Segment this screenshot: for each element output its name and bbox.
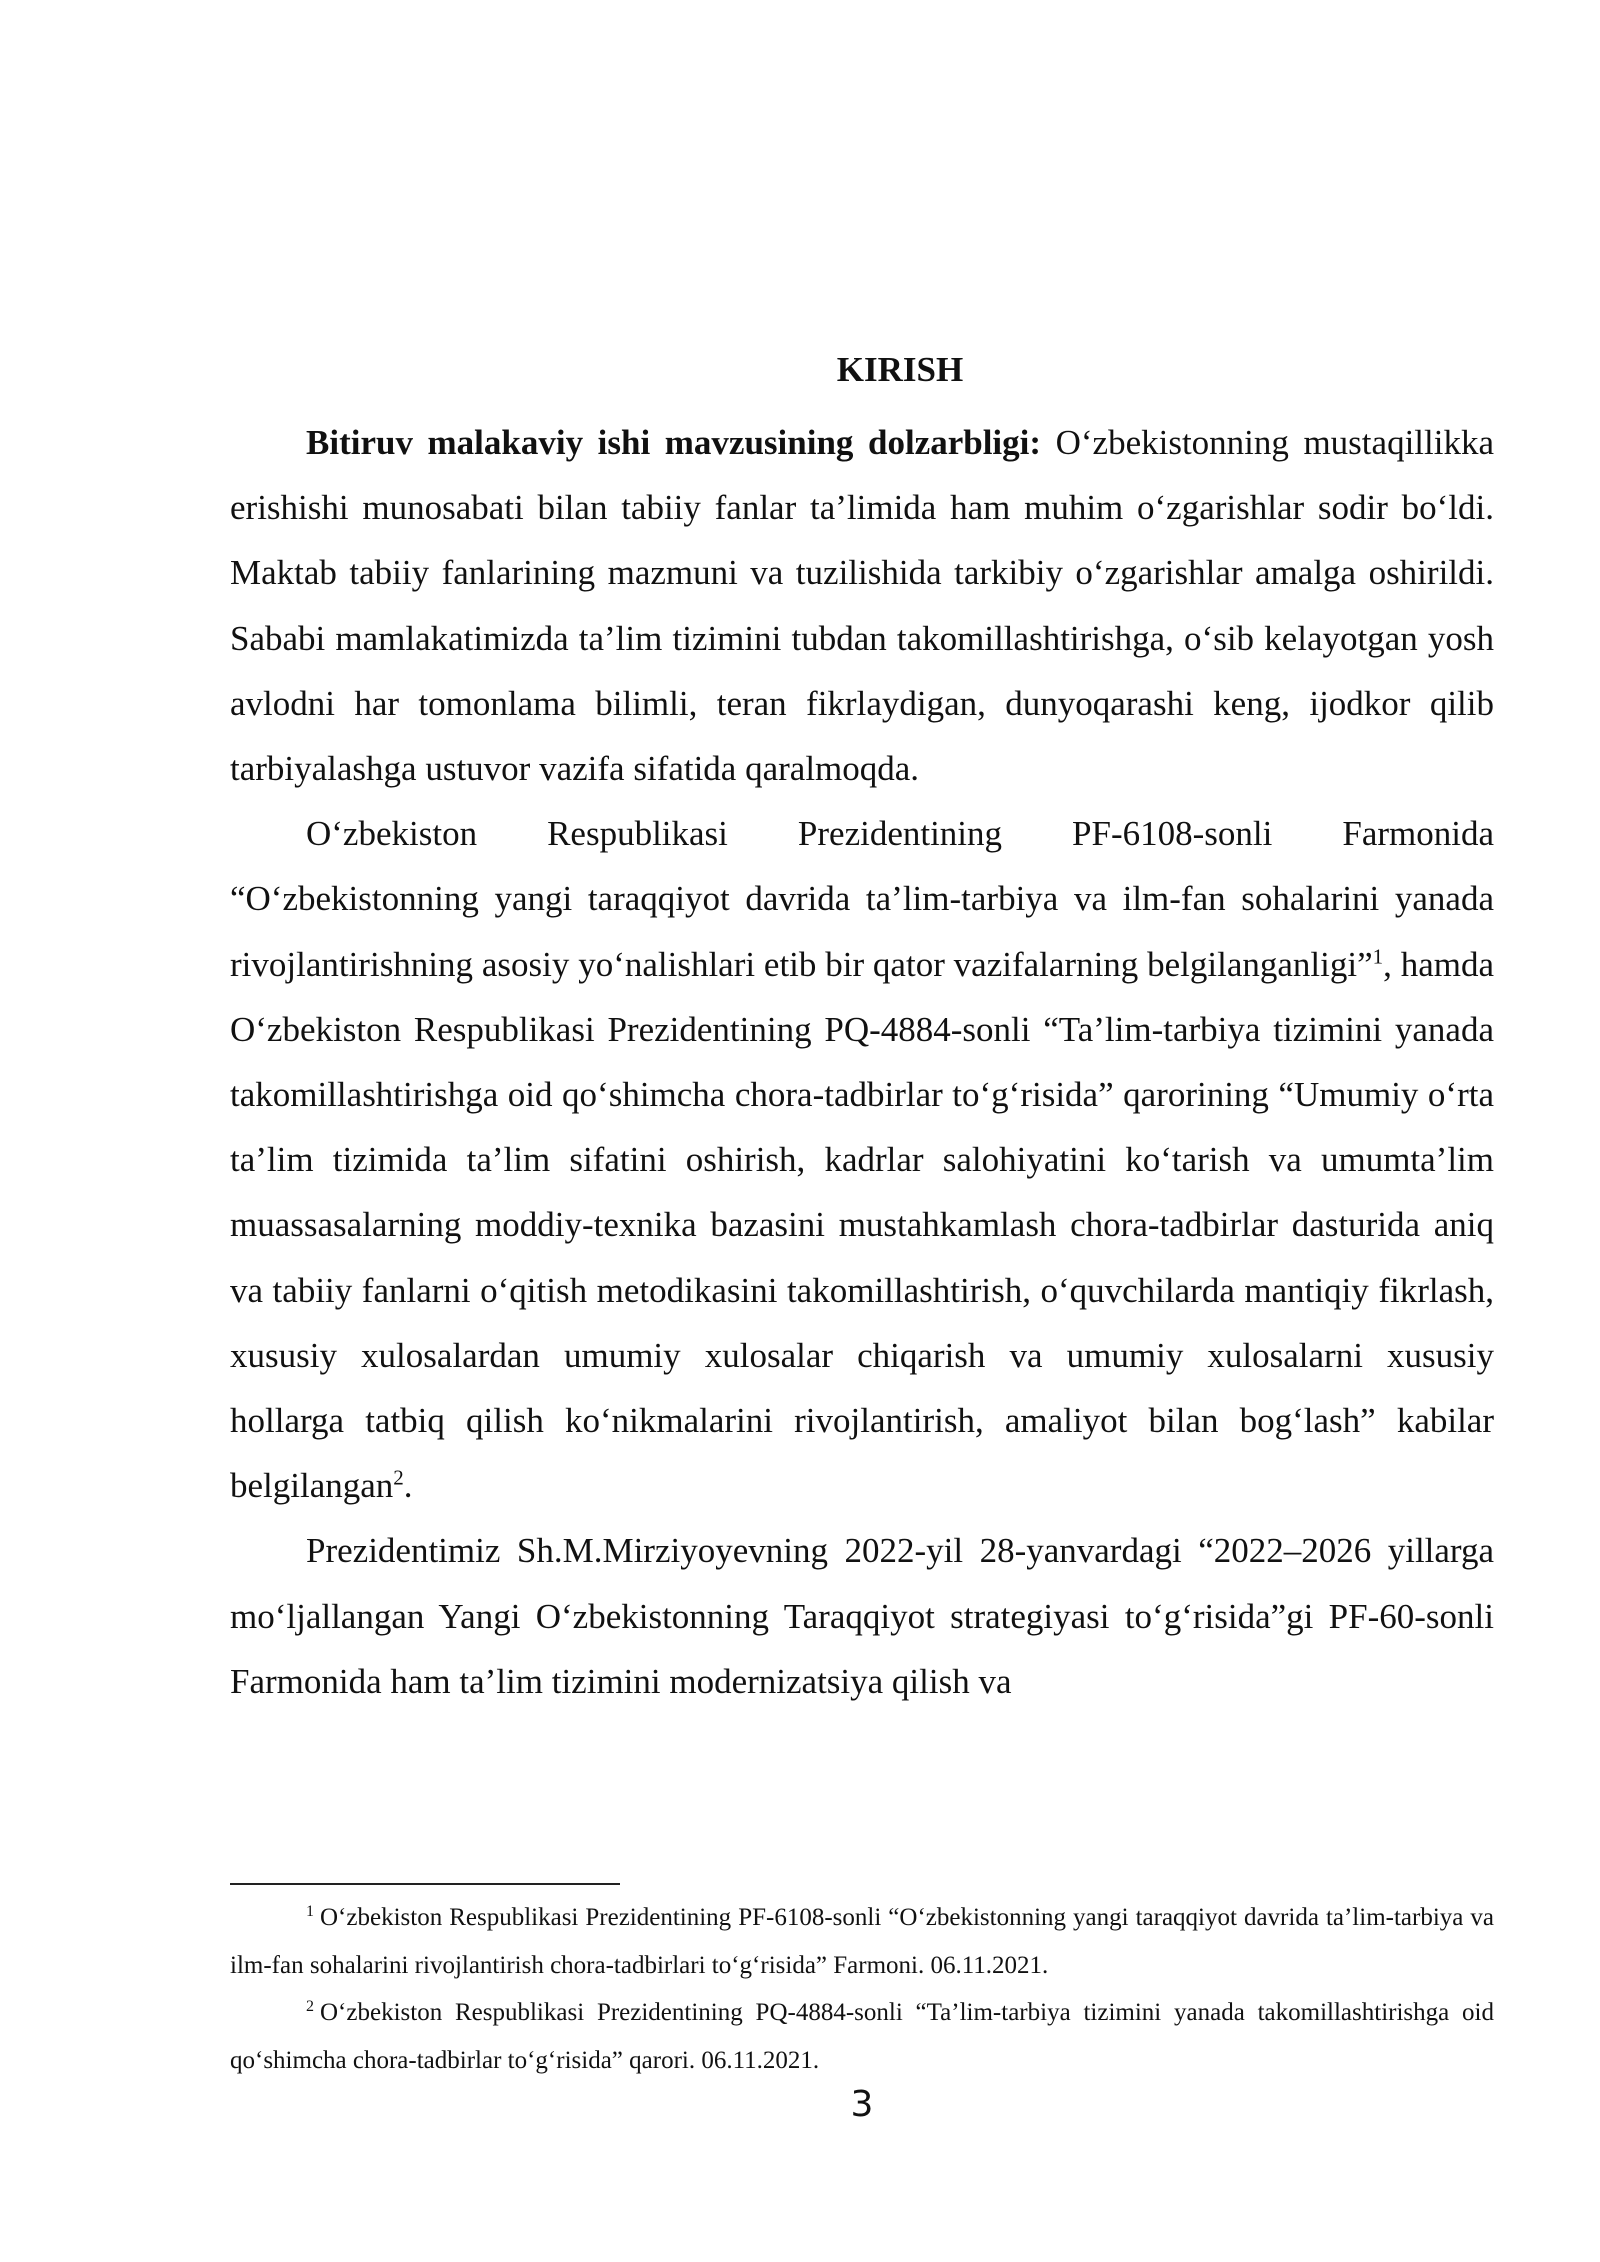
footnote-text: O‘zbekiston Respublikasi Prezidentining PQ-4884-sonli “Ta’lim-tarbiya tizimini yanada takomillashtirishga oid qo‘shimcha chora-tadbirlar to‘g‘risida” qarori. 06.11.2021. <box>230 1999 1494 2074</box>
page-title: KIRISH <box>836 350 964 389</box>
paragraph-text: . <box>403 1466 413 1506</box>
page-number: 3 <box>850 2084 874 2125</box>
footnote-number: 1 <box>306 1902 314 1920</box>
paragraph-text: , hamda O‘zbekiston Respublikasi Prezidentining PQ-4884-sonli “Ta’lim-tarbiya tizimini yanada takomillashtirishga oid qo‘shimcha chora-tadbirlar to‘g‘risida” qarorining “Umumiy o‘rta ta’lim tizimida ta’lim sifatini oshirish, kadrlar salohiyatini ko‘tarish va umumta’lim muassasalarning moddiy-texnika bazasini mustahkamlash chora-tadbirlar dasturida aniq va tabiiy fanlarni o‘qitish metodikasini takomillashtirish, o‘quvchilarda mantiqiy fikrlash, xususiy xulosalardan umumiy xulosalar chiqarish va umumiy xulosalarni xususiy hollarga tatbiq qilish ko‘nikmalarini rivojlantirish, amaliyot bilan bog‘lash” kabilar belgilangan <box>230 944 1494 1506</box>
footnote-2 <box>230 1989 1494 2084</box>
paragraph-lead-bold: Bitiruv malakaviy ishi mavzusining dolzarbligi: <box>306 423 1042 462</box>
footnote-reference-2[interactable]: 2 <box>393 1465 404 1490</box>
paragraph-text: O‘zbekiston Respublikasi Prezidentining PF-6108-sonli Farmonida “O‘zbekistonning yangi taraqqiyot davrida ta’lim-tarbiya va ilm-fan sohalarini yanada rivojlantirishning asosiy yo‘nalishlari etib bir qator vazifalarning belgilanganligi” <box>230 814 1494 984</box>
paragraph-strategy <box>230 1518 1494 1714</box>
paragraph-relevance <box>230 410 1494 801</box>
footnote-1 <box>230 1894 1494 1989</box>
paragraph-text: O‘zbekistonning mustaqillikka erishishi munosabati bilan tabiiy fanlar ta’limida ham muhim o‘zgarishlar sodir bo‘ldi. Maktab tabiiy fanlarining mazmuni va tuzilishida tarkibiy o‘zgarishlar amalga oshirildi. Sababi mamlakatimizda ta’lim tizimini tubdan takomillashtirishga, o‘sib kelayotgan yosh avlodni har tomonlama bilimli, teran fikrlaydigan, dunyoqarashi keng, ijodkor qilib tarbiyalashga ustuvor vazifa sifatida qaralmoqda. <box>230 423 1494 789</box>
footnote-separator <box>230 1883 620 1885</box>
paragraph-decrees <box>230 801 1494 1518</box>
footnote-text: O‘zbekiston Respublikasi Prezidentining PF-6108-sonli “O‘zbekistonning yangi taraqqiyot davrida ta’lim-tarbiya va ilm-fan sohalarini rivojlantirish chora-tadbirlari to‘g‘risida” Farmoni. 06.11.2021. <box>230 1904 1494 1979</box>
body-text <box>230 410 1494 1714</box>
footnote-reference-1[interactable]: 1 <box>1372 943 1384 968</box>
paragraph-text: Prezidentimiz Sh.M.Mirziyoyevning 2022-yil 28-yanvardagi “2022–2026 yillarga mo‘ljallangan Yangi O‘zbekistonning Taraqqiyot strategiyasi to‘g‘risida”gi PF-60-sonli Farmonida ham ta’lim tizimini modernizatsiya qilish va <box>230 1531 1494 1701</box>
footnotes <box>230 1894 1494 2084</box>
footnote-number: 2 <box>306 1997 314 2015</box>
